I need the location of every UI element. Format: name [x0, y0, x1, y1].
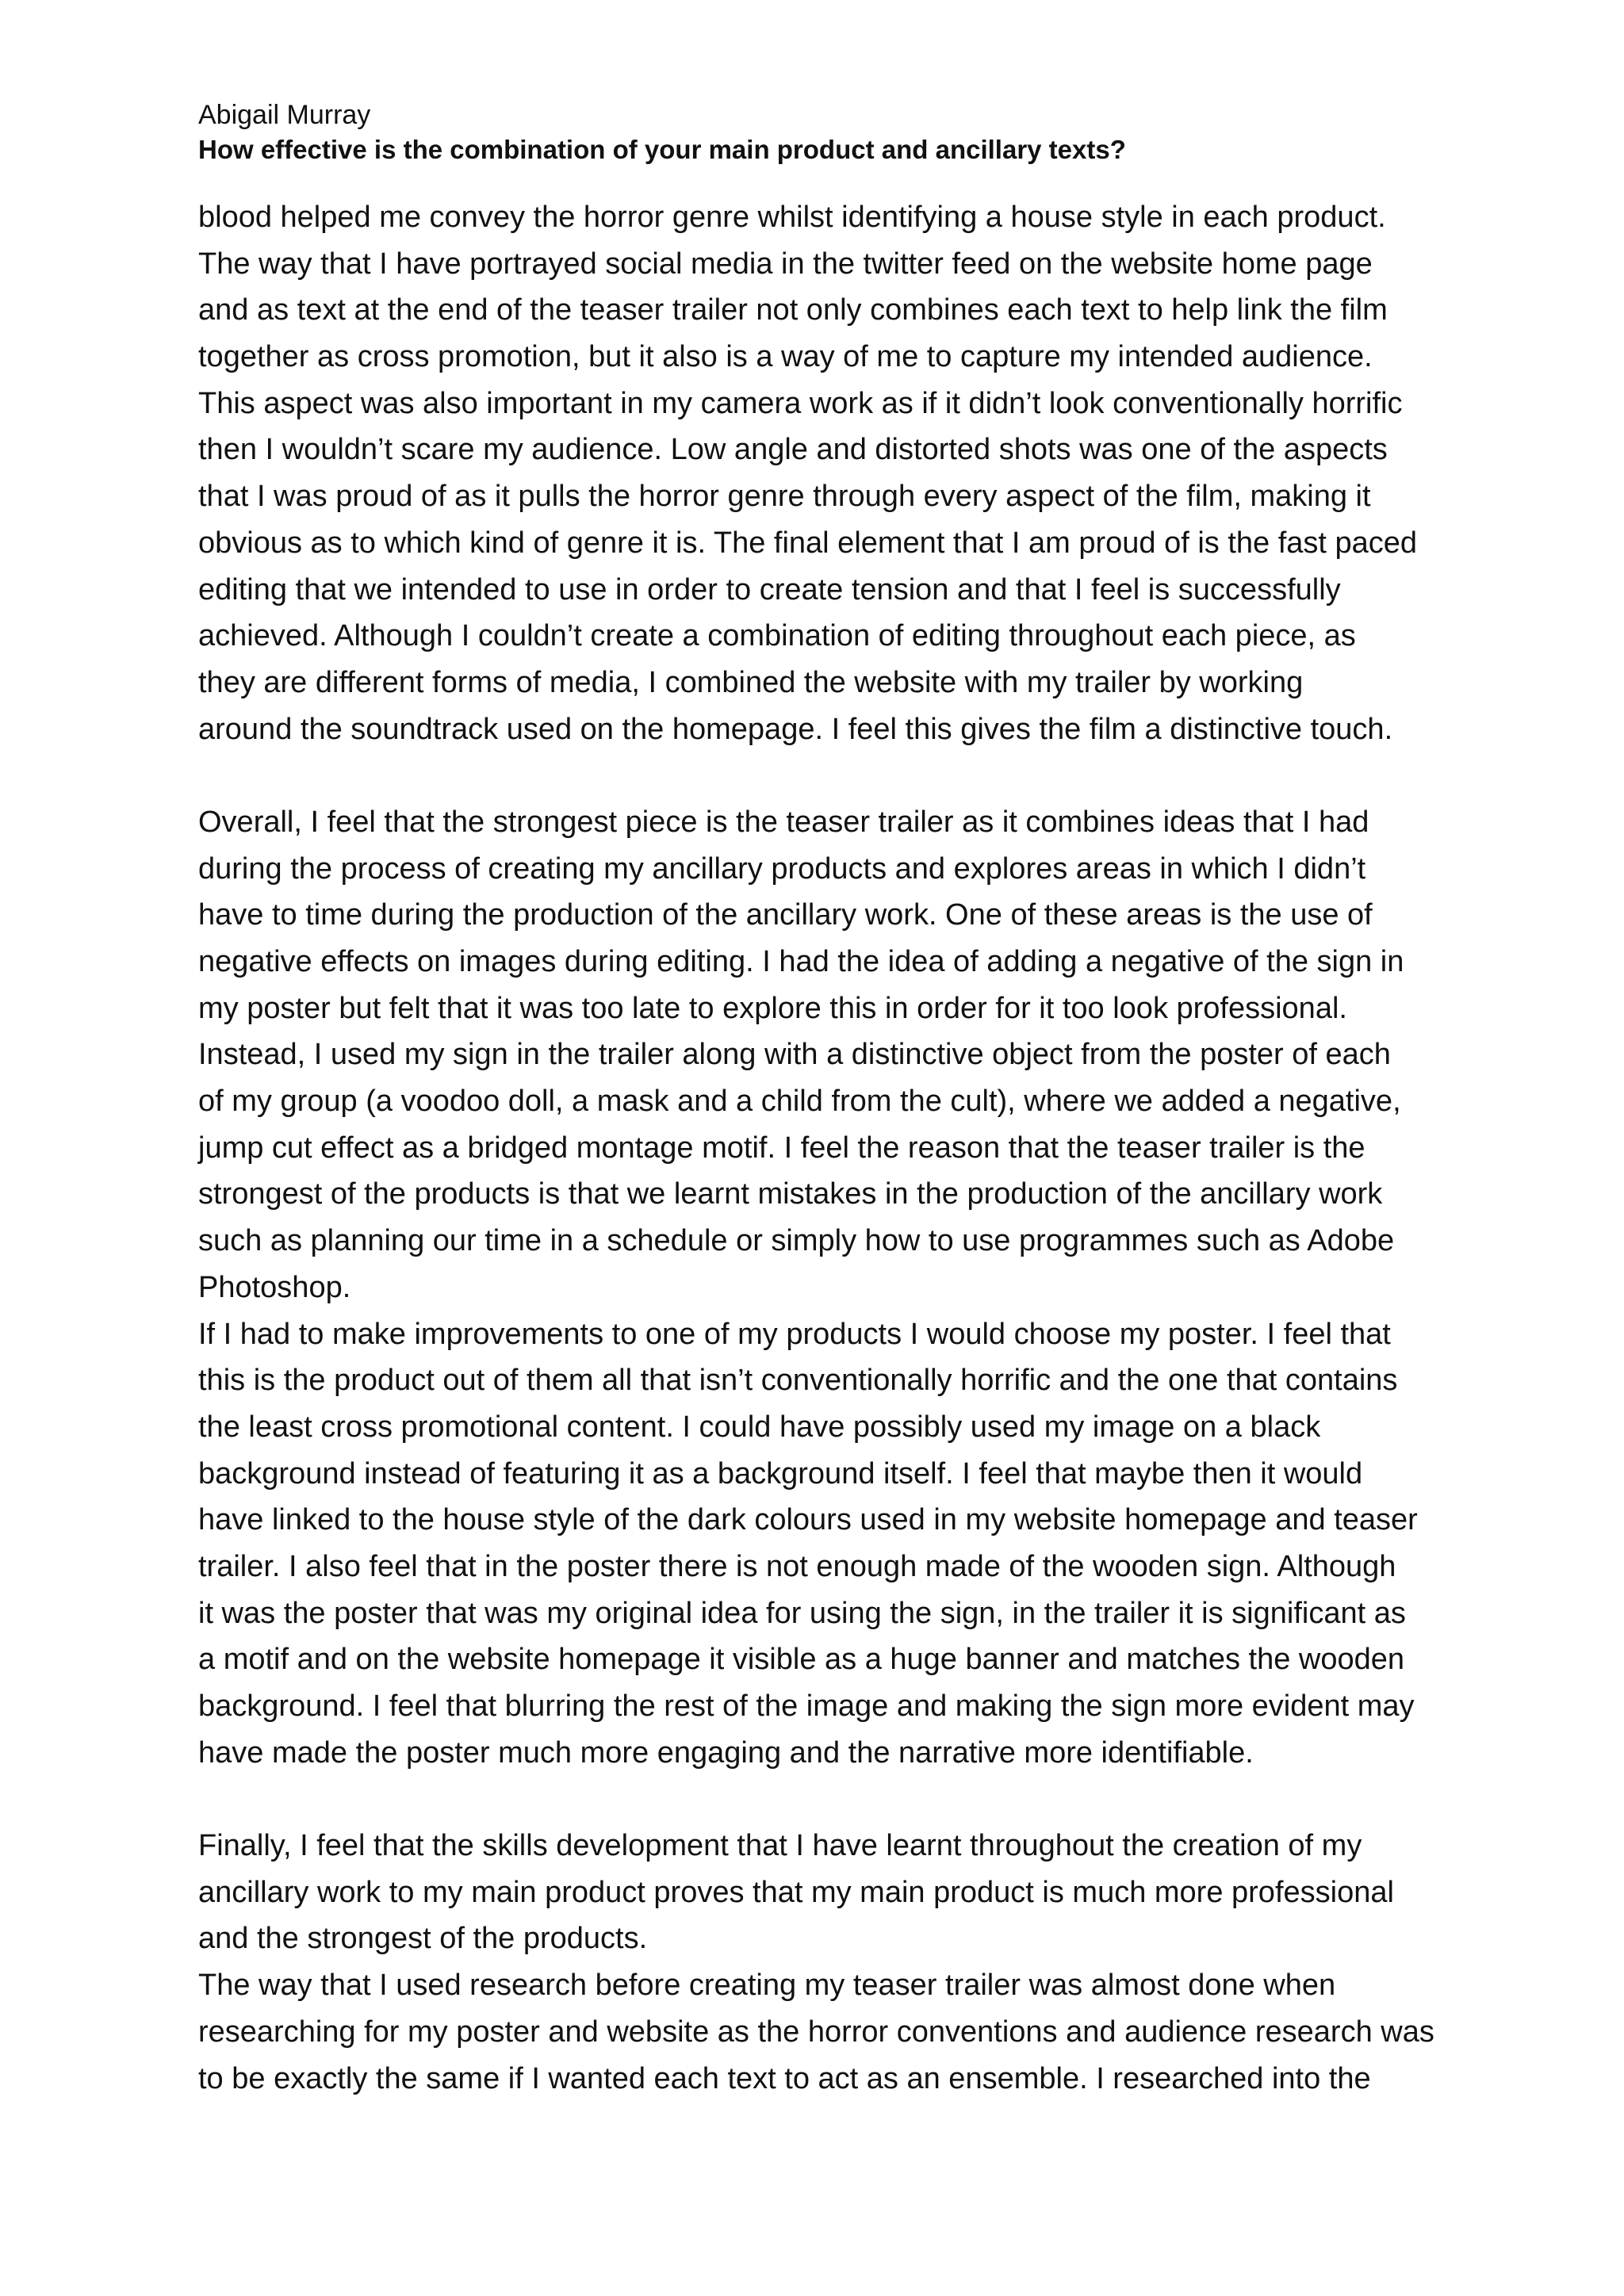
text-line: around the soundtrack used on the homepage. I feel this gives the film a distinctive touch. — [198, 712, 1393, 746]
text-line: the least cross promotional content. I could have possibly used my image on a black — [198, 1410, 1321, 1444]
text-line: jump cut effect as a bridged montage motif. I feel the reason that the teaser trailer is the — [198, 1131, 1365, 1165]
text-line: ancillary work to my main product proves that my main product is much more professional — [198, 1875, 1394, 1909]
paragraph-spacer — [198, 752, 1451, 799]
text-line: background instead of featuring it as a background itself. I feel that maybe then it would — [198, 1456, 1363, 1490]
text-line: and as text at the end of the teaser trailer not only combines each text to help link the film — [198, 293, 1388, 327]
author-name: Abigail Murray — [198, 100, 371, 130]
text-line: a motif and on the website homepage it visible as a huge banner and matches the wooden — [198, 1643, 1405, 1677]
text-line: editing that we intended to use in order to create tension and that I feel is successfully — [198, 572, 1341, 607]
text-line: during the process of creating my ancillary products and explores areas in which I didn’t — [198, 851, 1366, 886]
text-line: The way that I used research before creating my teaser trailer was almost done when — [198, 1969, 1336, 2003]
text-line: have linked to the house style of the dark colours used in my website homepage and teaser — [198, 1503, 1418, 1537]
text-line: this is the product out of them all that isn’t conventionally horrific and the one that contains — [198, 1364, 1398, 1398]
paragraph-spacer — [198, 1776, 1451, 1823]
text-line: researching for my poster and website as the horror conventions and audience research was — [198, 2015, 1434, 2049]
text-line: have to time during the production of the ancillary work. One of these areas is the use of — [198, 898, 1373, 932]
text-line: background. I feel that blurring the rest of the image and making the sign more evident may — [198, 1689, 1415, 1723]
text-line: If I had to make improvements to one of my products I would choose my poster. I feel that — [198, 1317, 1391, 1351]
text-line: and the strongest of the products. — [198, 1922, 648, 1956]
paragraph-5 — [198, 1962, 1451, 2102]
text-line: it was the poster that was my original idea for using the sign, in the trailer it is significant as — [198, 1596, 1406, 1630]
text-line: together as cross promotion, but it also is a way of me to capture my intended audience. — [198, 340, 1373, 374]
essay-body — [198, 194, 1451, 2102]
text-line: trailer. I also feel that in the poster there is not enough made of the wooden sign. Although — [198, 1549, 1396, 1583]
paragraph-4 — [198, 1823, 1451, 1962]
text-line: then I wouldn’t scare my audience. Low angle and distorted shots was one of the aspects — [198, 433, 1388, 467]
text-line: obvious as to which kind of genre it is. The final element that I am proud of is the fast paced — [198, 526, 1418, 560]
paragraph-3 — [198, 1311, 1451, 1777]
paragraph-1 — [198, 194, 1451, 752]
text-line: Instead, I used my sign in the trailer along with a distinctive object from the poster of each — [198, 1038, 1391, 1072]
text-line: achieved. Although I couldn’t create a combination of editing throughout each piece, as — [198, 619, 1356, 653]
text-line: This aspect was also important in my camera work as if it didn’t look conventionally horrific — [198, 386, 1403, 420]
text-line: my poster but felt that it was too late to explore this in order for it too look professional. — [198, 991, 1347, 1025]
text-line: that I was proud of as it pulls the horror genre through every aspect of the film, making it — [198, 480, 1371, 514]
text-line: of my group (a voodoo doll, a mask and a child from the cult), where we added a negative, — [198, 1085, 1401, 1119]
text-line: blood helped me convey the horror genre whilst identifying a house style in each product. — [198, 201, 1386, 234]
text-line: they are different forms of media, I combined the website with my trailer by working — [198, 665, 1304, 699]
text-line: such as planning our time in a schedule or simply how to use programmes such as Adobe — [198, 1224, 1395, 1258]
paragraph-2 — [198, 799, 1451, 1311]
text-line: Photoshop. — [198, 1270, 351, 1304]
text-line: to be exactly the same if I wanted each text to act as an ensemble. I researched into the — [198, 2061, 1371, 2095]
text-line: negative effects on images during editing. I had the idea of adding a negative of the sign in — [198, 945, 1404, 978]
text-line: Overall, I feel that the strongest piece is the teaser trailer as it combines ideas that I had — [198, 805, 1369, 839]
text-line: strongest of the products is that we learnt mistakes in the production of the ancillary work — [198, 1177, 1383, 1211]
essay-question: How effective is the combination of your main product and ancillary texts? — [198, 135, 1126, 164]
text-line: Finally, I feel that the skills development that I have learnt throughout the creation of my — [198, 1829, 1362, 1863]
text-line: have made the poster much more engaging and the narrative more identifiable. — [198, 1735, 1254, 1770]
text-line: The way that I have portrayed social media in the twitter feed on the website home page — [198, 247, 1373, 281]
